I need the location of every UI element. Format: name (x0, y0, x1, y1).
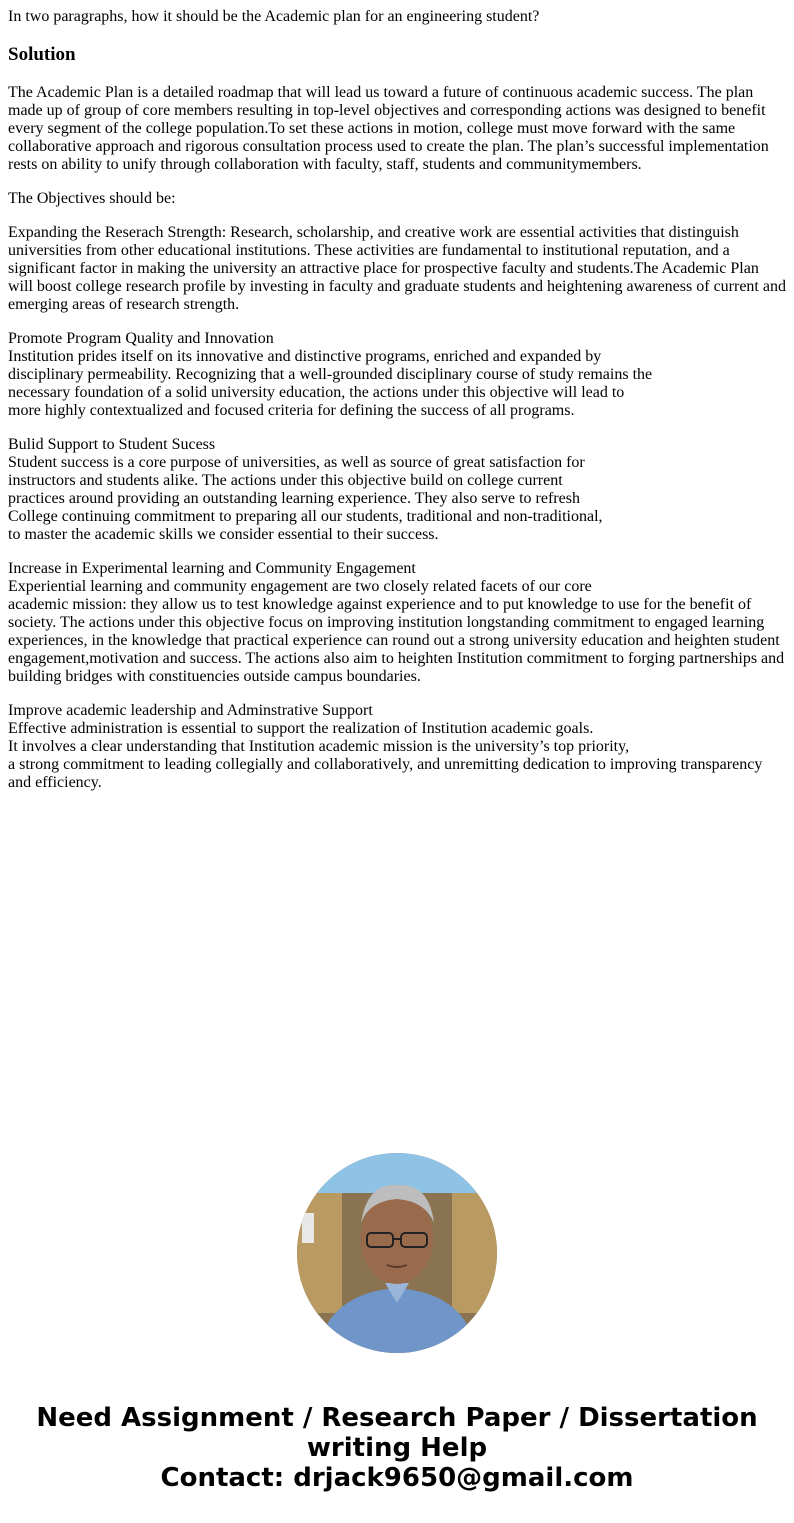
paragraph-line: Effective administration is essential to support the realization of Institution academic goals. (8, 720, 594, 737)
paragraph (8, 224, 786, 314)
paragraph-line: Institution prides itself on its innovative and distinctive programs, enriched and expanded by (8, 348, 602, 365)
footer-contact: Contact: drjack9650@gmail.com (160, 1463, 634, 1493)
paragraph-line: Improve academic leadership and Adminstrative Support (8, 702, 373, 719)
paragraph-line: Expanding the Reserach Strength: Research, scholarship, and creative work are essential activities that distinguish universities from other educational institutions. These activities are fundamental to institutional reputation, and a significant factor in making the university an attractive place for prospective faculty and students.The Academic Plan will boost college research profile by investing in faculty and graduate students and heightening awareness of current and emerging areas of research strength. (8, 224, 786, 313)
paragraph (8, 560, 786, 686)
question-text: In two paragraphs, how it should be the Academic plan for an engineering student? (8, 8, 540, 25)
solution-heading: Solution (8, 44, 76, 65)
paragraph-line: academic mission: they allow us to test knowledge against experience and to put knowledge to use for the benefit of society. The actions under this objective focus on improving institution longstanding commitment to engaged learning experiences, in the knowledge that practical experience can round out a strong university education and heighten student engagement,motivation and success. The actions also aim to heighten Institution commitment to forging partnerships and building bridges with constituencies outside campus boundaries. (8, 596, 785, 685)
paragraph-line: to master the academic skills we consider essential to their success. (8, 526, 439, 543)
paragraph-line: Student success is a core purpose of universities, as well as source of great satisfaction for (8, 454, 585, 471)
paragraph-line: instructors and students alike. The actions under this objective build on college current (8, 472, 563, 489)
paragraph-line: Promote Program Quality and Innovation (8, 330, 274, 347)
paragraph-line: disciplinary permeability. Recognizing that a well-grounded disciplinary course of study remains the (8, 366, 653, 383)
paragraph (8, 330, 786, 420)
paragraph-line: It involves a clear understanding that Institution academic mission is the university’s top priority, (8, 738, 630, 755)
paragraph-line: Bulid Support to Student Sucess (8, 436, 216, 453)
paragraph-line: more highly contextualized and focused criteria for defining the success of all programs. (8, 402, 575, 419)
paragraph-line: Increase in Experimental learning and Community Engagement (8, 560, 416, 577)
footer-help-text: Need Assignment / Research Paper / Dissertation writing Help (36, 1403, 758, 1463)
paragraph (8, 702, 786, 792)
paragraph-line: necessary foundation of a solid university education, the actions under this objective will lead to (8, 384, 625, 401)
paragraph-line: practices around providing an outstanding learning experience. They also serve to refresh (8, 490, 580, 507)
paragraph-line: a strong commitment to leading collegially and collaboratively, and unremitting dedication to improving transparency and efficiency. (8, 756, 763, 791)
paragraph-line: The Academic Plan is a detailed roadmap that will lead us toward a future of continuous academic success. The plan made up of group of core members resulting in top-level objectives and corresponding actions was designed to benefit every segment of the college population.To set these actions in motion, college must move forward with the same collaborative approach and rigorous consultation process used to create the plan. The plan’s successful implementation rests on ability to unify through collaboration with faculty, staff, students and communitymembers. (8, 84, 769, 173)
paragraph (8, 436, 786, 544)
paragraph-line: College continuing commitment to preparing all our students, traditional and non-traditional, (8, 508, 603, 525)
solution-body (8, 84, 786, 792)
footer-banner (0, 1403, 794, 1493)
paragraph-line: Experiential learning and community engagement are two closely related facets of our core (8, 578, 592, 595)
paragraph (8, 84, 786, 174)
paragraph (8, 190, 786, 208)
author-photo (297, 1153, 497, 1353)
paragraph-line: The Objectives should be: (8, 190, 176, 207)
